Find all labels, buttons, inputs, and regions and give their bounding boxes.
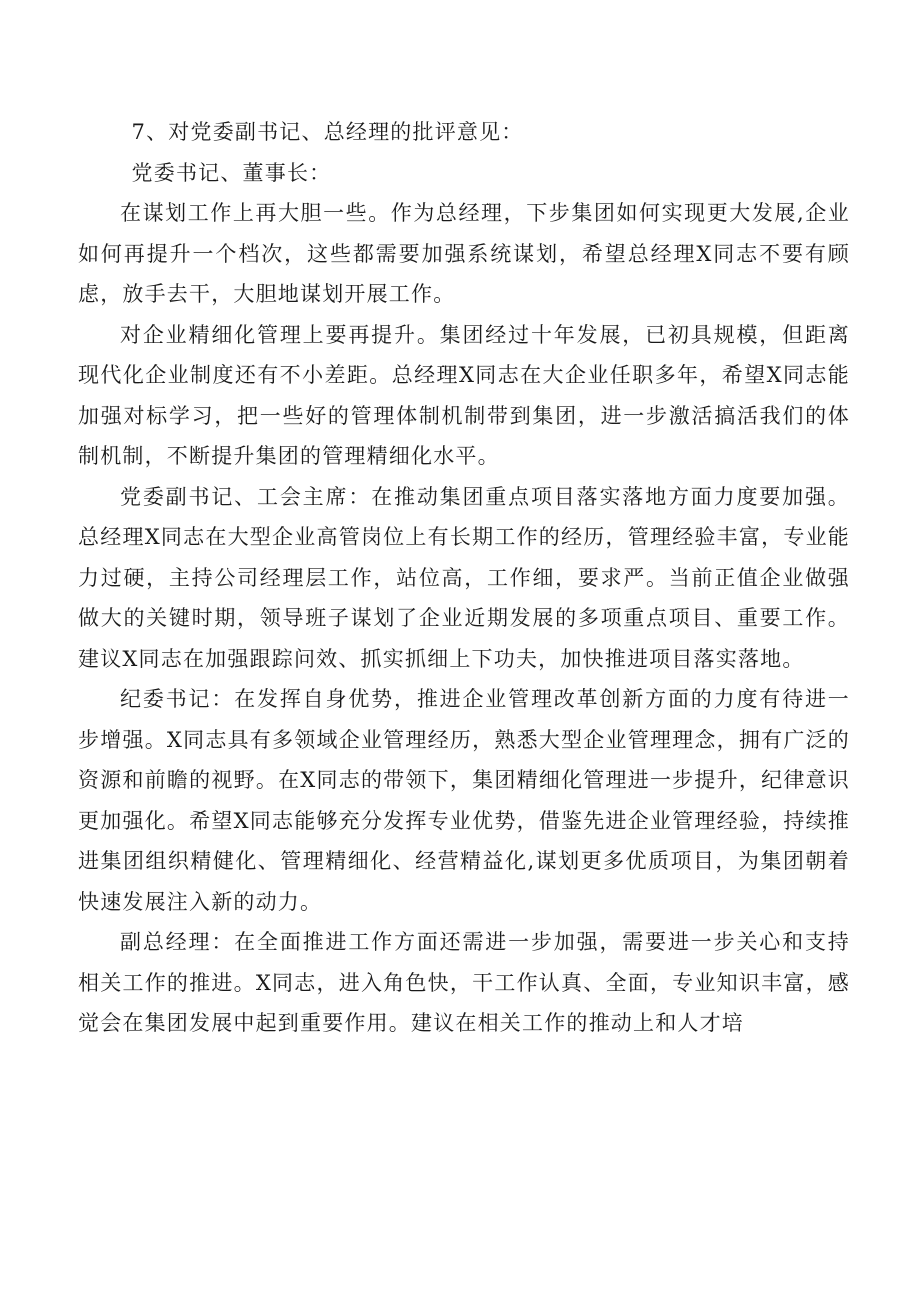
body-paragraph-1: 在谋划工作上再大胆一些。作为总经理，下步集团如何实现更大发展,企业如何再提升一个档次，这些都需要加强系统谋划，希望总经理X同志不要有顾虑，放手去干，大胆地谋划开展工作。 [78, 201, 850, 306]
body-paragraph-3: 党委副书记、工会主席：在推动集团重点项目落实落地方面力度要加强。总经理X同志在大型企业高管岗位上有长期工作的经历，管理经验丰富，专业能力过硬，主持公司经理层工作，站位高，工作细，要求严。当前正值企业做强做大的关键时期，领导班子谋划了企业近期发展的多项重点项目、重要工作。建议X同志在加强跟踪问效、抓实抓细上下功夫，加快推进项目落实落地。 [78, 484, 850, 671]
document-body [78, 112, 850, 1044]
body-paragraph-4: 纪委书记：在发挥自身优势，推进企业管理改革创新方面的力度有待进一步增强。X同志具有多领域企业管理经历，熟悉大型企业管理理念，拥有广泛的资源和前瞻的视野。在X同志的带领下，集团精细化管理进一步提升，纪律意识更加强化。希望X同志能够充分发挥专业优势，借鉴先进企业管理经验，持续推进集团组织精健化、管理精细化、经营精益化,谋划更多优质项目，为集团朝着快速发展注入新的动力。 [78, 687, 850, 914]
speaker-label: 党委书记、董事长： [131, 160, 332, 185]
body-paragraph-5: 副总经理：在全面推进工作方面还需进一步加强，需要进一步关心和支持相关工作的推进。X同志，进入角色快，干工作认真、全面，专业知识丰富，感觉会在集团发展中起到重要作用。建议在相关工作的推动上和人才培 [78, 930, 850, 1035]
body-paragraph-2: 对企业精细化管理上要再提升。集团经过十年发展，已初具规模，但距离现代化企业制度还有不小差距。总经理X同志在大企业任职多年，希望X同志能加强对标学习，把一些好的管理体制机制带到集团，进一步激活搞活我们的体制机制，不断提升集团的管理精细化水平。 [78, 322, 850, 468]
section-heading: 7、对党委副书记、总经理的批评意见： [131, 120, 524, 144]
